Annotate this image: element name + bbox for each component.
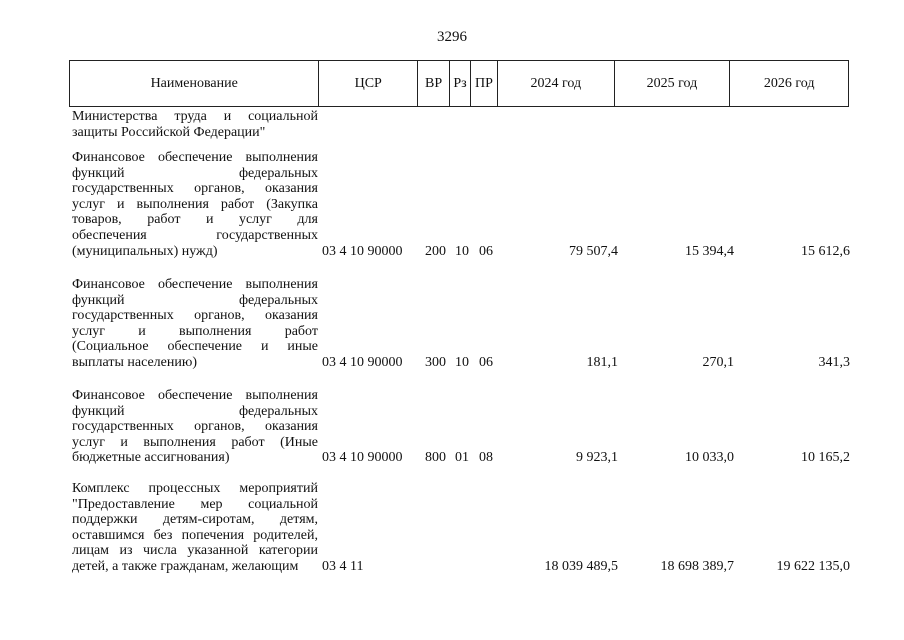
description-word: функций	[72, 403, 125, 419]
column-header-vr: ВР	[418, 61, 450, 106]
description-word: обеспечение	[167, 339, 243, 355]
description-word: социальной	[248, 496, 318, 512]
column-header-pr: ПР	[471, 61, 498, 106]
description-line	[72, 435, 318, 451]
description-word: функций	[72, 165, 125, 181]
cell-2025: 18 698 389,7	[660, 559, 734, 574]
description-word: детям,	[279, 512, 318, 528]
table-row	[0, 150, 904, 259]
description-word: обеспечение	[157, 388, 233, 403]
description-line	[72, 277, 318, 293]
cell-2026: 15 612,6	[801, 243, 850, 259]
description-word: категории	[258, 543, 318, 559]
description-word: выплаты населению)	[72, 354, 197, 370]
description-line	[72, 181, 318, 197]
description-word: и	[138, 323, 146, 339]
description-word: выполнения	[143, 434, 216, 450]
description-word: Финансовое	[72, 277, 145, 292]
description-word: функций	[72, 292, 125, 308]
description-line	[72, 212, 318, 228]
cell-csr: 03 4 10 90000	[322, 450, 403, 466]
description-word: (Социальное	[72, 339, 149, 355]
description-line	[72, 166, 318, 182]
description-word: (Закупка	[266, 196, 318, 212]
cell-csr: 03 4 10 90000	[322, 355, 403, 370]
description-word: обеспечения	[72, 227, 147, 243]
description-line	[72, 543, 318, 559]
description-word: услуг	[72, 323, 105, 339]
column-header-2025: 2025 год	[615, 61, 731, 106]
description-line	[72, 150, 318, 166]
cell-pr: 06	[479, 243, 493, 259]
description-word: государственных	[72, 181, 174, 197]
description-word: и	[205, 212, 214, 228]
description-line	[72, 404, 318, 420]
column-header-rz: Рз	[450, 61, 471, 106]
description-word: (муниципальных) нужд)	[72, 243, 218, 259]
description-word: выполнения	[245, 388, 318, 403]
cell-2026: 19 622 135,0	[776, 559, 850, 574]
description-word: Финансовое	[72, 388, 145, 403]
description-word: работ	[147, 212, 181, 228]
cell-rz: 01	[455, 450, 469, 466]
description-line	[72, 197, 318, 213]
description-word: услуг	[72, 434, 105, 450]
column-header-csr: ЦСР	[319, 61, 418, 106]
table-row	[0, 388, 904, 466]
cell-csr: 03 4 10 90000	[322, 243, 403, 259]
description-word: оставшимся	[72, 527, 145, 543]
description-word: федеральных	[238, 292, 318, 308]
cell-csr: 03 4 11	[322, 559, 364, 574]
description-word: услуг	[72, 196, 105, 212]
description-word: без	[153, 527, 173, 543]
description-line	[72, 528, 318, 544]
description-word: лицам	[72, 543, 110, 559]
cell-pr: 06	[479, 355, 493, 370]
column-header-2026: 2026 год	[763, 75, 815, 91]
description-word: и	[260, 339, 269, 355]
row-values	[0, 450, 904, 466]
cell-2025: 270,1	[702, 355, 734, 370]
description-word: работ	[284, 323, 318, 339]
description-word: Министерства	[72, 109, 158, 124]
row-values	[0, 355, 904, 371]
description-word: оказания	[265, 308, 318, 324]
description-word: Комплекс	[72, 481, 130, 496]
description-word: труда	[174, 109, 207, 124]
description-word: услуг	[238, 212, 272, 228]
description-line	[72, 308, 318, 324]
cell-2024: 181,1	[586, 355, 618, 370]
table-header	[69, 60, 849, 107]
description-word: органов,	[194, 181, 245, 197]
table-row	[0, 481, 904, 575]
description-word: поддержки	[72, 512, 138, 528]
description-word: оказания	[265, 419, 318, 435]
cell-2024: 9 923,1	[576, 450, 618, 466]
page-number: 3296	[437, 29, 467, 45]
description-word: из	[119, 543, 133, 559]
cell-rz: 10	[455, 355, 469, 370]
description-line	[72, 339, 318, 355]
cell-2026: 10 165,2	[801, 450, 850, 466]
description-word: и	[223, 109, 232, 124]
row-values	[0, 559, 904, 575]
description-word: мер	[200, 496, 223, 512]
description-word: защиты Российской Федерации"	[72, 124, 266, 140]
description-line	[72, 324, 318, 340]
description-word: Финансовое	[72, 150, 145, 165]
cell-2024: 79 507,4	[569, 243, 618, 259]
description-word: "Предоставление	[72, 496, 175, 512]
description-word: детям-сиротам,	[162, 512, 255, 528]
cell-vr: 200	[425, 243, 446, 259]
description-word: федеральных	[238, 165, 318, 181]
row-values	[0, 125, 904, 141]
description-word: бюджетные ассигнования)	[72, 450, 230, 466]
cell-2025: 15 394,4	[685, 243, 734, 259]
description-word: государственных	[216, 227, 318, 243]
cell-vr: 300	[425, 355, 446, 370]
description-word: попечения	[181, 527, 245, 543]
row-values	[0, 244, 904, 260]
description-word: и	[120, 434, 128, 450]
cell-2024: 18 039 489,5	[544, 559, 618, 574]
description-word: обеспечение	[157, 150, 233, 165]
description-word: государственных	[72, 419, 174, 435]
table-row	[0, 109, 904, 140]
description-line	[72, 228, 318, 244]
description-word: оказания	[265, 181, 318, 197]
cell-2025: 10 033,0	[685, 450, 734, 466]
description-word: федеральных	[238, 403, 318, 419]
column-header-name: Наименование	[70, 61, 319, 106]
description-line	[72, 481, 318, 497]
description-line	[72, 293, 318, 309]
description-word: иные	[287, 339, 318, 355]
description-word: мероприятий	[239, 481, 318, 496]
description-word: органов,	[194, 419, 245, 435]
description-word: органов,	[194, 308, 245, 324]
description-word: выполнения	[136, 196, 209, 212]
cell-rz: 10	[455, 243, 469, 259]
description-word: детей, а также гражданам, желающим	[72, 558, 299, 574]
description-word: процессных	[148, 481, 221, 496]
description-word: для	[297, 212, 318, 228]
description-line	[72, 388, 318, 404]
column-header-2024: 2024 год	[498, 61, 615, 106]
description-word: (Иные	[280, 434, 318, 450]
description-line	[72, 109, 318, 125]
description-word: выполнения	[178, 323, 252, 339]
description-word: работ	[220, 196, 255, 212]
description-word: государственных	[72, 308, 174, 324]
description-word: выполнения	[245, 277, 318, 292]
description-line	[72, 497, 318, 513]
cell-pr: 08	[479, 450, 493, 466]
description-word: выполнения	[245, 150, 318, 165]
description-word: социальной	[248, 109, 318, 124]
description-word: работ	[231, 434, 265, 450]
table-row	[0, 277, 904, 371]
description-word: родителей,	[253, 527, 318, 543]
description-word: обеспечение	[157, 277, 233, 292]
description-word: числа	[142, 543, 177, 559]
description-line	[72, 419, 318, 435]
description-word: и	[116, 196, 125, 212]
description-word: указанной	[187, 543, 249, 559]
description-word: товаров,	[72, 212, 122, 228]
cell-vr: 800	[425, 450, 446, 466]
description-line	[72, 512, 318, 528]
cell-2026: 341,3	[818, 355, 850, 370]
